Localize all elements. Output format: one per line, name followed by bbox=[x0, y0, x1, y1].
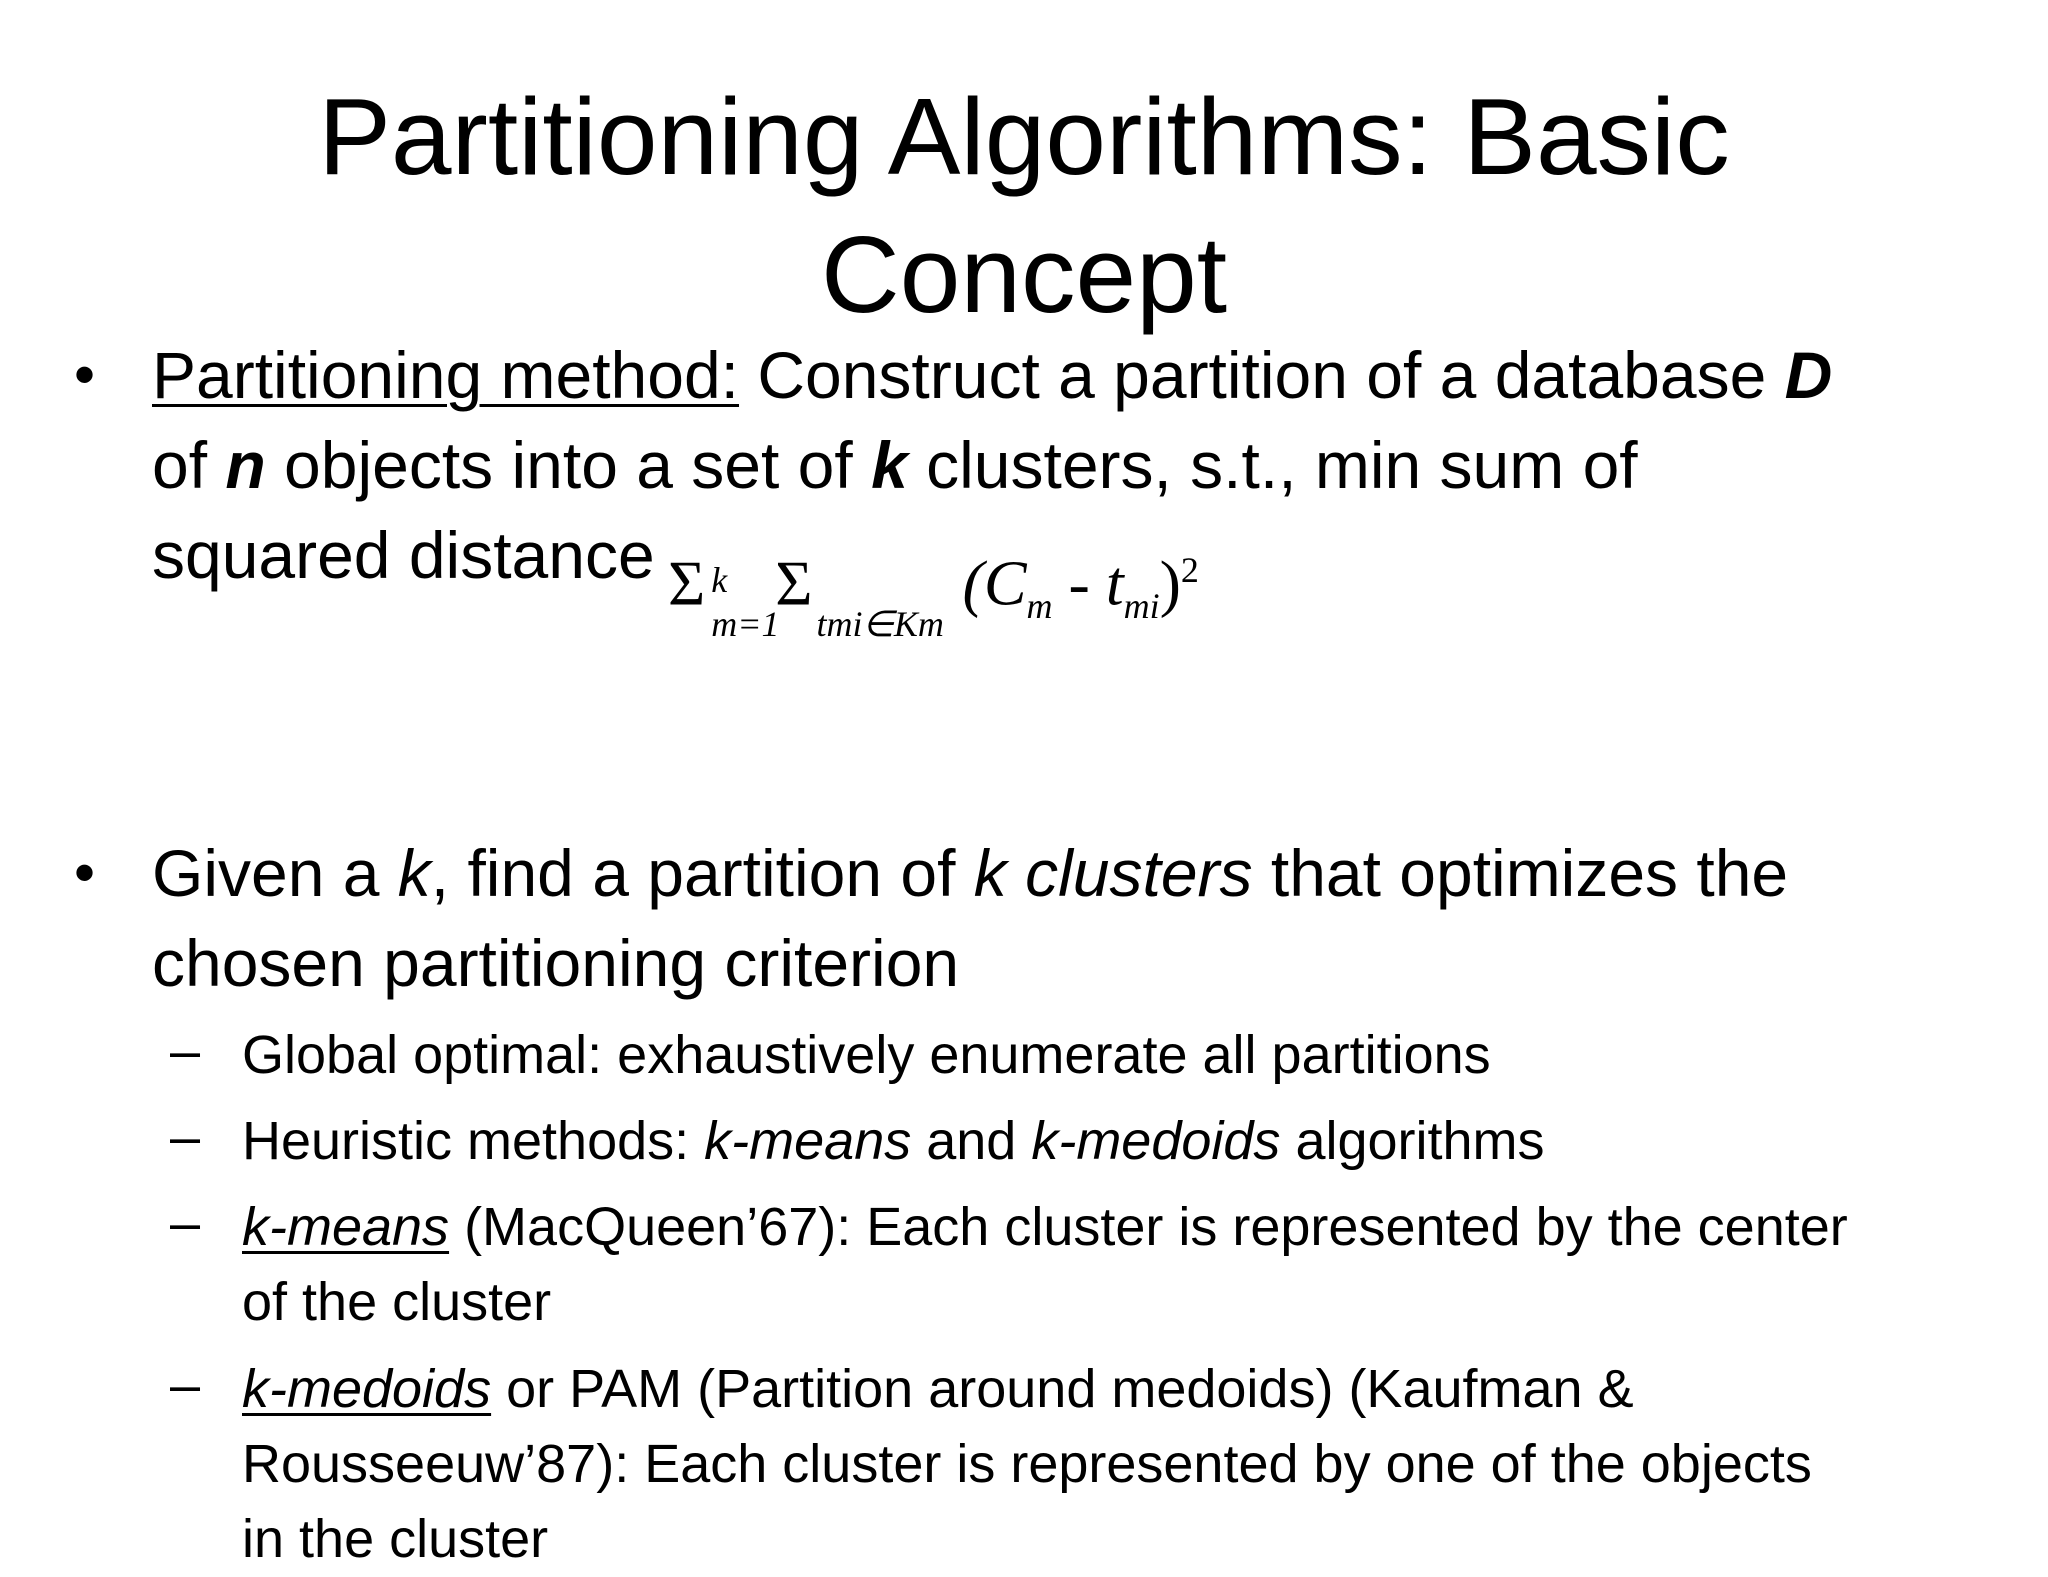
sigma-upper: k bbox=[711, 559, 728, 600]
sub3-line-2: of the cluster bbox=[242, 1272, 552, 1332]
bullet1-text-2: of bbox=[152, 428, 226, 502]
bullet2-text-1: Given a bbox=[152, 836, 398, 910]
sub-bullet-k-medoids bbox=[170, 1352, 2022, 1577]
title-line-1: Partitioning Algorithms: Basic bbox=[318, 76, 1730, 198]
k-medoids-term: k-medoids bbox=[1031, 1111, 1281, 1171]
dash-icon: – bbox=[170, 1107, 201, 1167]
slide-title bbox=[0, 68, 2048, 344]
k-means-underlined: k-means bbox=[242, 1197, 450, 1257]
bullet2-text-2: , find a partition of bbox=[430, 836, 974, 910]
sigma-lower-1: m=1 bbox=[711, 603, 780, 644]
minus: - bbox=[1052, 547, 1106, 619]
k-medoids-underlined: k-medoids bbox=[242, 1359, 492, 1419]
sub3-text-1: (MacQueen’67): Each cluster is represented by the center bbox=[449, 1197, 1848, 1257]
bullet1-line-1 bbox=[152, 330, 2002, 420]
c-sub: m bbox=[1026, 586, 1053, 627]
sigma-lower-2: tmi∈Km bbox=[816, 603, 944, 644]
bullet-dot: • bbox=[74, 839, 96, 906]
sub4-line-3: in the cluster bbox=[242, 1509, 549, 1569]
bullet2-text-3: that optimizes the bbox=[1252, 836, 1789, 910]
sigma-2-limits bbox=[813, 550, 963, 644]
bullet1-line-3: squared distance bbox=[152, 518, 655, 592]
sub-bullet-heuristic bbox=[170, 1104, 2022, 1179]
dash-icon: – bbox=[170, 1355, 201, 1415]
dash-icon: – bbox=[170, 1021, 201, 1081]
var-n: n bbox=[225, 428, 266, 502]
partitioning-method-term: Partitioning method: bbox=[152, 338, 740, 412]
sub2-text-1: Heuristic methods: bbox=[242, 1111, 705, 1171]
sub2-line bbox=[242, 1104, 2022, 1179]
sub2-text-2: and bbox=[911, 1111, 1032, 1171]
bullet-dot: • bbox=[74, 341, 96, 408]
var-k-italic: k bbox=[397, 836, 431, 910]
sub2-text-3: algorithms bbox=[1280, 1111, 1545, 1171]
sigma-2: Σ bbox=[775, 547, 813, 619]
sub4-line-1 bbox=[242, 1352, 2022, 1427]
open-c: (C bbox=[962, 547, 1027, 619]
squared-distance-formula bbox=[668, 530, 1199, 646]
sigma-1-limits bbox=[705, 550, 780, 644]
bullet1-text-1: Construct a partition of a database bbox=[739, 338, 1785, 412]
bullet1-text-4: clusters, s.t., min sum of bbox=[907, 428, 1638, 502]
k-clusters-italic: k clusters bbox=[973, 836, 1253, 910]
bullet1-text-3: objects into a set of bbox=[265, 428, 872, 502]
sub-bullet-k-means bbox=[170, 1190, 2022, 1340]
var-d: D bbox=[1784, 338, 1833, 412]
sigma-1: Σ bbox=[668, 547, 706, 619]
sub-bullet-global-optimal bbox=[170, 1018, 2022, 1093]
k-means-term: k-means bbox=[704, 1111, 912, 1171]
bullet1-line-2 bbox=[152, 420, 2002, 510]
sub4-text-1: or PAM (Partition around medoids) (Kaufman & bbox=[491, 1359, 1634, 1419]
bullet2-line-1 bbox=[152, 828, 2002, 918]
title-line-2: Concept bbox=[821, 214, 1227, 336]
t-sub: mi bbox=[1123, 586, 1160, 627]
t-var: t bbox=[1105, 547, 1124, 619]
close-paren: ) bbox=[1159, 547, 1181, 619]
exponent: 2 bbox=[1180, 550, 1199, 590]
bullet-given-k bbox=[74, 828, 2002, 1008]
sub1-text: Global optimal: exhaustively enumerate all partitions bbox=[242, 1025, 1491, 1085]
dash-icon: – bbox=[170, 1193, 201, 1253]
sub3-line-1 bbox=[242, 1190, 2022, 1265]
bullet2-line-2: chosen partitioning criterion bbox=[152, 926, 960, 1000]
sub4-line-2: Rousseeuw’87): Each cluster is represented by one of the objects bbox=[242, 1434, 1812, 1494]
var-k: k bbox=[871, 428, 908, 502]
